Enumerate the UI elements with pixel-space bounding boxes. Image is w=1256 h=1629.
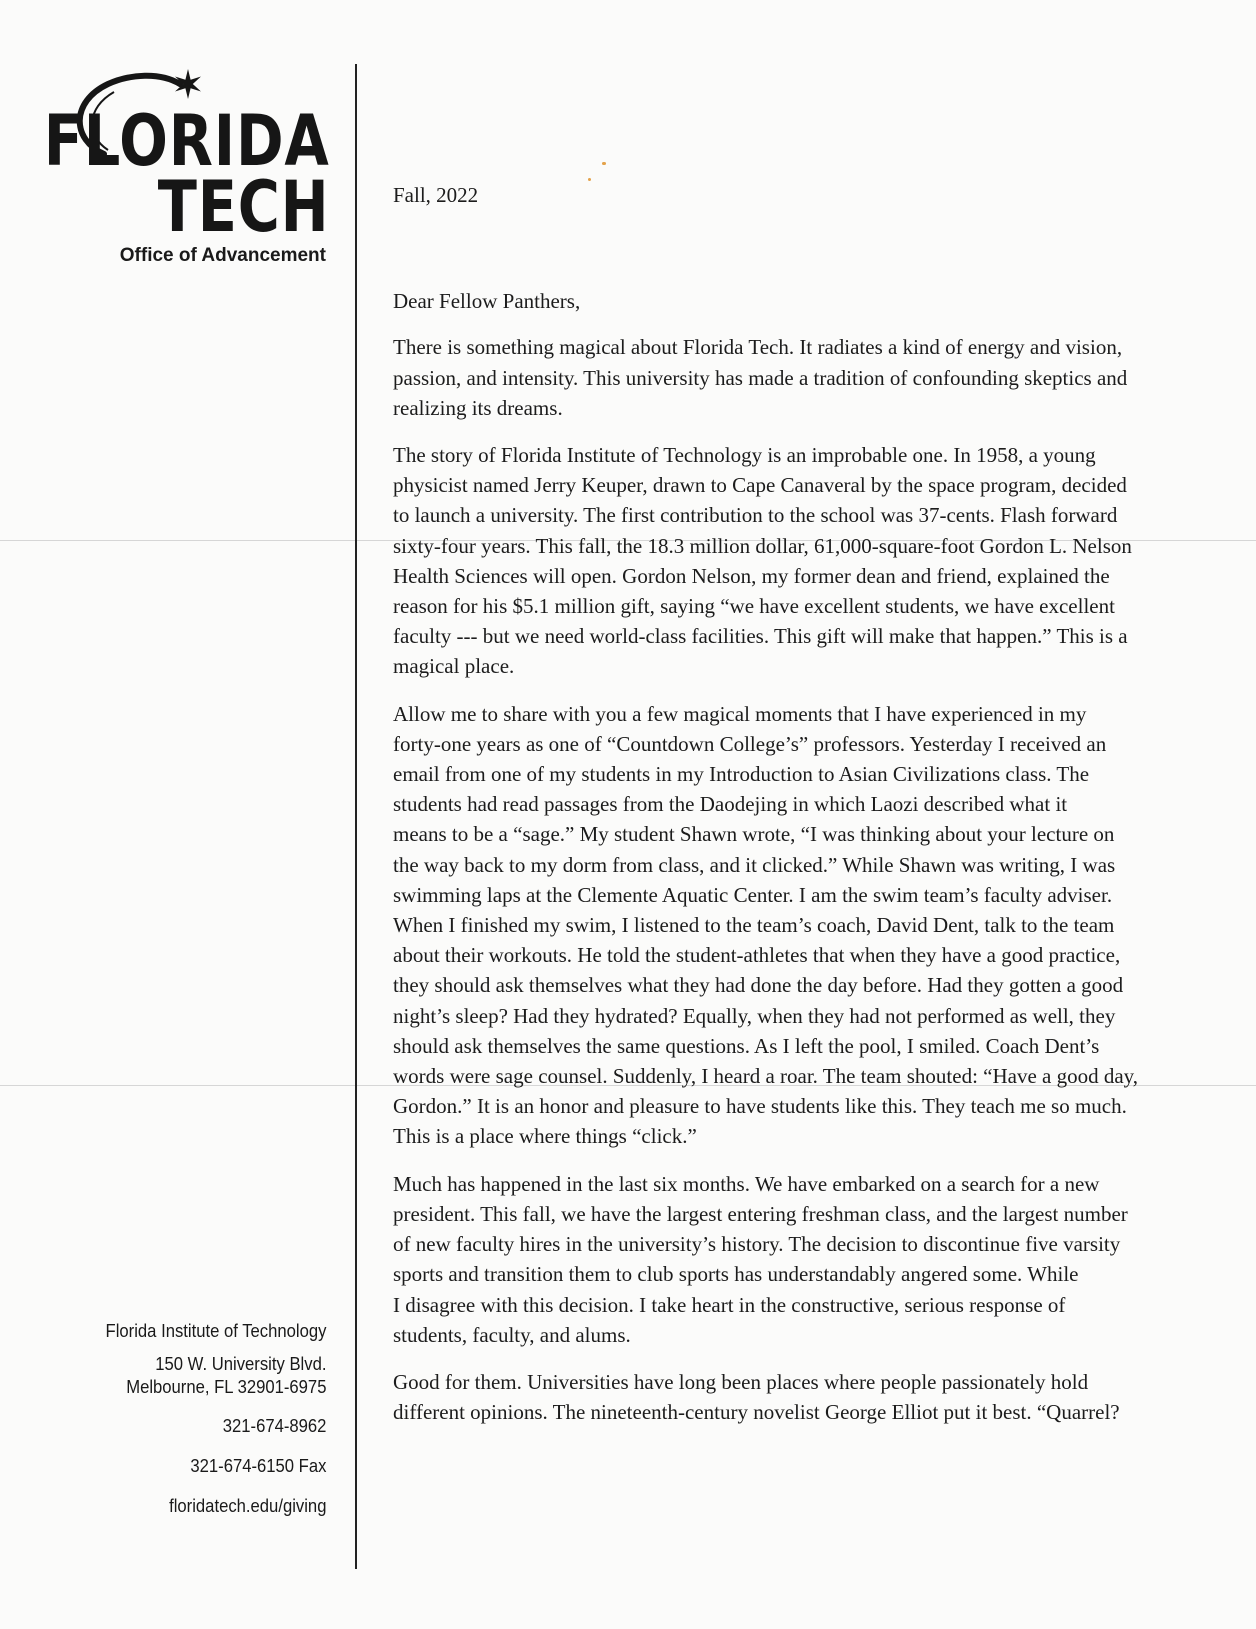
phone-number: 321-674-8962 — [222, 1415, 326, 1436]
letter-date: Fall, 2022 — [393, 183, 479, 207]
florida-tech-logo — [44, 62, 330, 248]
salutation: Dear Fellow Panthers, — [393, 289, 581, 314]
city-state-zip: Melbourne, FL 32901-6975 — [125, 1376, 327, 1397]
institution-name: Florida Institute of Technology — [105, 1320, 326, 1341]
paragraph: The story of Florida Institute of Technology is an improbable one. In 1958, a young physicist named Jerry Keuper, drawn to Cape Canaveral by the space program, decided to launch a university. The first contribution to the school was 37-cents. Flash forward sixty-four years. This fall, the 18.3 million dollar, 61,000-square-foot Gordon L. Nelson Health Sciences will open. Gordon Nelson, my former dean and friend, explained the reason for his $5.1 million gift, saying “we have excellent students, we have excellent faculty --- but we need world-class facilities. This gift will make that happen.” This is a magical place. — [393, 443, 1132, 679]
paragraph: There is something magical about Florida Tech. It radiates a kind of energy and vision, passion, and intensity. This university has made a tradition of confounding skeptics and realizing its dreams. — [393, 335, 1128, 420]
street-address: 150 W. University Blvd. — [154, 1353, 326, 1374]
paragraph: Allow me to share with you a few magical moments that I have experienced in my forty-one years as one of “Countdown College’s” professors. Yesterday I received an email from one of my students in my Introduction to Asian Civilizations class. The students had read passages from the Daodejing in which Laozi described what it means to be a “sage.” My student Shawn wrote, “I was thinking about your lecture on the way back to my dorm from class, and it clicked.” While Shawn was writing, I was swimming laps at the Clemente Aquatic Center. I am the swim team’s faculty adviser. When I finished my swim, I listened to the team’s coach, David Dent, talk to the team about their workouts. He told the student-athletes that when they have a good practice, they should ask themselves what they had done the day before. Had they gotten a good night’s sleep? Had they hydrated? Equally, when they had not performed as well, they should ask themselves the same questions. As I left the pool, I smiled. Coach Dent’s words were sage counsel. Suddenly, I heard a roar. The team shouted: “Have a good day, Gordon.” It is an honor and pleasure to have students like this. They teach me so much. This is a place where things “click.” — [393, 701, 1139, 1149]
paragraph: Much has happened in the last six months. We have embarked on a search for a new president. This fall, we have the largest entering freshman class, and the largest number of new faculty hires in the university’s history. The decision to discontinue five varsity sports and transition them to club sports has understandably angered some. While I disagree with this decision. I take heart in the constructive, serious response of students, faculty, and alums. — [393, 1171, 1128, 1347]
logo-wordmark-tech: TECH — [158, 166, 330, 248]
letter-body — [393, 180, 1213, 1444]
office-name: Office of Advancement — [119, 245, 326, 266]
vertical-divider — [355, 64, 357, 1569]
website-link[interactable]: floridatech.edu/giving — [168, 1495, 326, 1516]
paper-speck — [602, 162, 606, 165]
paragraph: Good for them. Universities have long been places where people passionately hold different opinions. The nineteenth-century novelist George Elliot put it best. “Quarrel? — [393, 1369, 1120, 1425]
address-block — [105, 1320, 326, 1517]
logo-wordmark-florida: FLORIDA — [44, 100, 330, 182]
fax-number: 321-674-6150 Fax — [189, 1455, 326, 1476]
